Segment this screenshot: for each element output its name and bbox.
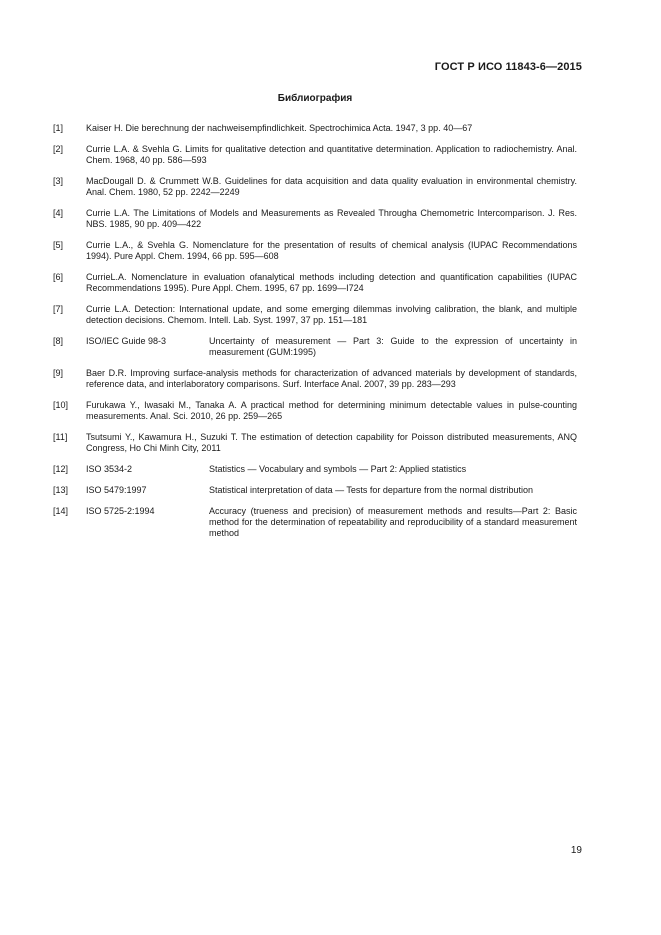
reference-item (53, 144, 577, 166)
reference-item (53, 176, 577, 198)
reference-item (53, 368, 577, 390)
reference-number: [5] (53, 240, 64, 250)
page-number: 19 (570, 845, 582, 856)
reference-text: CurrieL.A. Nomenclature in evaluation ofanalytical methods including detection and quantification capabilities (IUPAC Recommendations 1995). Pure Appl. Chem. 1995, 67 pp. 1699—I724 (86, 272, 577, 293)
reference-item (53, 123, 577, 134)
reference-text: MacDougall D. & Crummett W.B. Guidelines for data acquisition and data quality evaluation in environmental chemistry. Anal. Chem. 1980, 52 pp. 2242—2249 (86, 176, 577, 197)
reference-item (53, 464, 577, 475)
reference-text: Currie L.A. The Limitations of Models and Measurements as Revealed Througha Chemometric Intercomparison. J. Res. NBS. 1985, 90 pp. 409—422 (86, 208, 577, 229)
reference-text: Uncertainty of measurement — Part 3: Guide to the expression of uncertainty in measurement (GUM:1995) (209, 336, 577, 357)
reference-standard-code: ISO 3534-2 (86, 464, 133, 474)
reference-number: [3] (53, 176, 64, 186)
reference-number: [6] (53, 272, 64, 282)
reference-text: Currie L.A., & Svehla G. Nomenclature for the presentation of results of chemical analysis (IUPAC Recommendations 1994). Pure Appl. Chem. 1994, 66 pp. 595—608 (86, 240, 577, 261)
reference-standard-code: ISO 5479:1997 (86, 485, 147, 495)
reference-standard-code: ISO/IEC Guide 98-3 (86, 336, 167, 346)
reference-item (53, 208, 577, 230)
reference-item (53, 336, 577, 358)
reference-text: Furukawa Y., Iwasaki M., Tanaka A. A practical method for determining minimum detectable values in pulse-counting measurements. Anal. Sci. 2010, 26 pp. 259—265 (86, 400, 577, 421)
reference-text: Tsutsumi Y., Kawamura H., Suzuki T. The estimation of detection capability for Poisson distributed measurements, ANQ Congress, Ho Chi Minh City, 2011 (86, 432, 577, 453)
reference-number: [14] (53, 506, 69, 516)
reference-text: Accuracy (trueness and precision) of measurement methods and results—Part 2: Basic method for the determination of repeatability and reproducibility of a standard measurement method (209, 506, 577, 538)
reference-text: Currie L.A. & Svehla G. Limits for qualitative detection and quantitative determination. Application to radiochemistry. Anal. Chem. 1968, 40 pp. 586—593 (86, 144, 577, 165)
reference-number: [9] (53, 368, 64, 378)
reference-number: [7] (53, 304, 64, 314)
reference-item (53, 304, 577, 326)
section-title: Библиография (277, 93, 353, 104)
reference-item (53, 240, 577, 262)
reference-number: [2] (53, 144, 64, 154)
reference-number: [4] (53, 208, 64, 218)
reference-item (53, 432, 577, 454)
reference-item (53, 485, 577, 496)
reference-text: Currie L.A. Detection: International update, and some emerging dilemmas involving calibration, the blank, and multiple detection decisions. Chemom. Intell. Lab. Syst. 1997, 37 pp. 151—181 (86, 304, 577, 325)
reference-item (53, 506, 577, 539)
reference-number: [10] (53, 400, 69, 410)
reference-text: Baer D.R. Improving surface-analysis methods for characterization of advanced materials by development of standards, reference data, and interlaboratory comparisons. Surf. Interface Anal. 2007, 39 pp. 283—293 (86, 368, 577, 389)
reference-text: Kaiser H. Die berechnung der nachweisempfindlichkeit. Spectrochimica Acta. 1947, 3 pp. 40—67 (86, 123, 473, 133)
reference-number: [13] (53, 485, 69, 495)
reference-text: Statistical interpretation of data — Tests for departure from the normal distribution (209, 485, 533, 495)
reference-number: [8] (53, 336, 64, 346)
reference-item (53, 272, 577, 294)
document-code: ГОСТ Р ИСО 11843-6—2015 (434, 61, 582, 73)
reference-number: [1] (53, 123, 64, 133)
reference-item (53, 400, 577, 422)
reference-number: [11] (53, 432, 68, 442)
reference-standard-code: ISO 5725-2:1994 (86, 506, 155, 516)
reference-text: Statistics — Vocabulary and symbols — Part 2: Applied statistics (209, 464, 467, 474)
reference-number: [12] (53, 464, 69, 474)
bibliography-list (53, 123, 577, 549)
